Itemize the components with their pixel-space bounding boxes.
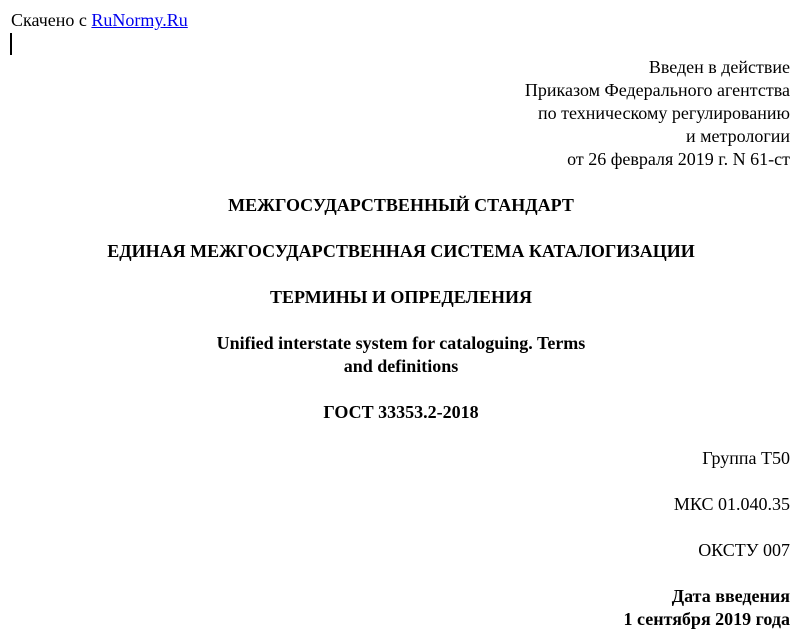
introduction-date: 1 сентября 2019 года xyxy=(623,609,790,629)
enactment-line-3: по техническому регулированию xyxy=(537,103,790,123)
english-title-line-2: and definitions xyxy=(343,356,459,376)
text-cursor xyxy=(10,33,12,55)
enactment-line-1: Введен в действие xyxy=(648,57,790,77)
english-title-line-1: Unified interstate system for cataloguing. Terms xyxy=(216,333,586,353)
okstu-code: ОКСТУ 007 xyxy=(698,540,790,560)
system-name-heading: ЕДИНАЯ МЕЖГОСУДАРСТВЕННАЯ СИСТЕМА КАТАЛОГИЗАЦИИ xyxy=(107,241,695,261)
download-notice xyxy=(11,9,188,32)
runormy-link[interactable]: RuNormy.Ru xyxy=(91,10,188,30)
subtitle-heading: ТЕРМИНЫ И ОПРЕДЕЛЕНИЯ xyxy=(270,287,532,307)
introduction-date-label: Дата введения xyxy=(671,586,790,606)
download-notice-prefix: Скачено с xyxy=(11,10,92,30)
standard-code: ГОСТ 33353.2-2018 xyxy=(323,402,479,422)
enactment-line-4: и метрологии xyxy=(686,126,790,146)
standard-type-heading: МЕЖГОСУДАРСТВЕННЫЙ СТАНДАРТ xyxy=(228,195,574,215)
enactment-line-2: Приказом Федерального агентства xyxy=(524,80,790,100)
enactment-line-5: от 26 февраля 2019 г. N 61-ст xyxy=(567,149,790,169)
mks-code: МКС 01.040.35 xyxy=(673,494,790,514)
group-label: Группа Т50 xyxy=(702,448,790,468)
